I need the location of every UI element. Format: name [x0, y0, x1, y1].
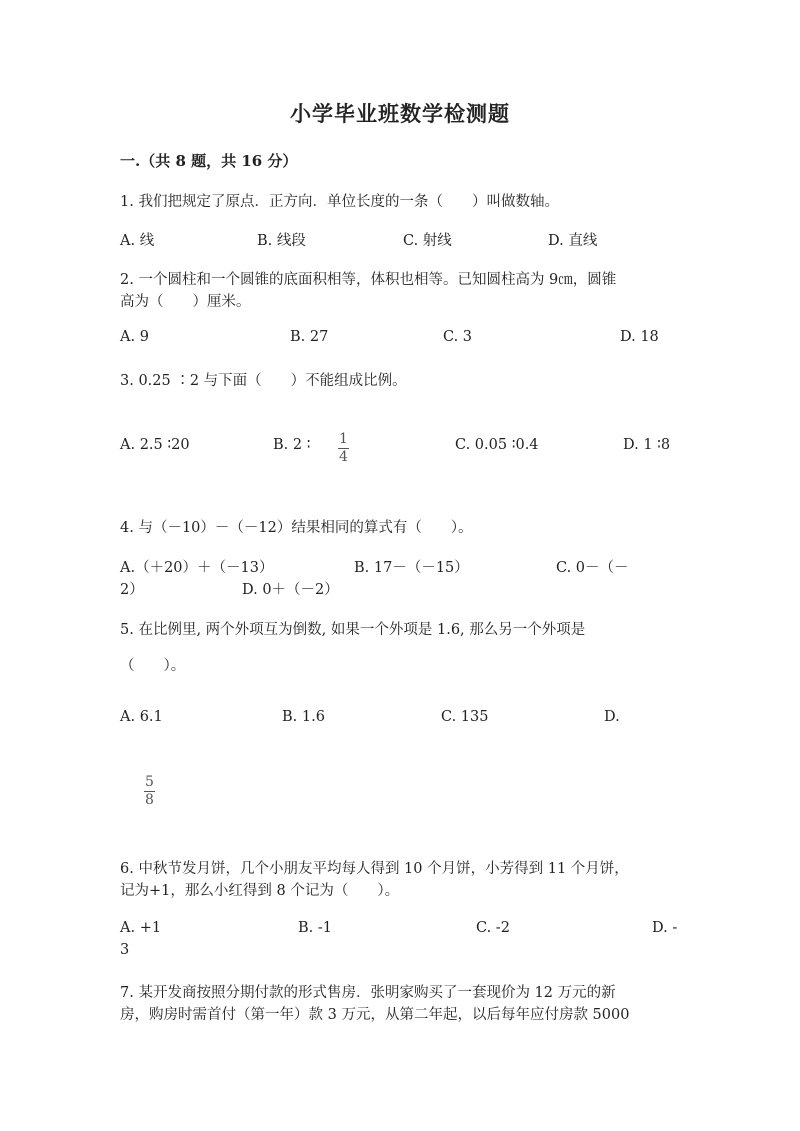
question-4-option-c-continued: 2）	[120, 582, 144, 598]
question-5-stem-line1: 5. 在比例里, 两个外项互为倒数, 如果一个外项是 1.6, 那么另一个外项是	[120, 622, 586, 638]
question-2-option-c[interactable]: C. 3	[443, 329, 473, 345]
question-3-option-a[interactable]: A. 2.5 ∶20	[120, 437, 190, 453]
question-6-stem-line2: 记为+1，那么小红得到 8 个记为（ ）。	[120, 883, 400, 899]
question-3-option-b[interactable]: B. 2 ∶	[273, 437, 311, 453]
question-2-option-d[interactable]: D. 18	[620, 329, 659, 345]
fraction-numerator: 5	[145, 774, 154, 790]
question-1-option-c[interactable]: C. 射线	[403, 233, 452, 249]
fraction-denominator: 4	[339, 449, 348, 465]
question-4-option-b[interactable]: B. 17－（－15）	[354, 560, 469, 576]
question-1-stem: 1. 我们把规定了原点．正方向．单位长度的一条（ ）叫做数轴。	[120, 194, 559, 210]
page-title: 小学毕业班数学检测题	[290, 101, 510, 126]
question-4-stem: 4. 与（－10）－（－12）结果相同的算式有（ ）。	[120, 520, 473, 536]
question-6-option-d[interactable]: D. -	[652, 920, 678, 936]
question-5-option-a[interactable]: A. 6.1	[120, 709, 163, 725]
question-2-option-b[interactable]: B. 27	[290, 329, 329, 345]
question-3-option-d[interactable]: D. 1 ∶8	[623, 437, 671, 453]
question-2-stem-line1: 2. 一个圆柱和一个圆锥的底面积相等，体积也相等。已知圆柱高为 9㎝，圆锥	[120, 272, 617, 288]
question-6-option-b[interactable]: B. -1	[298, 920, 332, 936]
question-6-option-c[interactable]: C. -2	[476, 920, 510, 936]
question-3-stem: 3. 0.25 ∶2 与下面（ ）不能组成比例。	[120, 373, 407, 389]
question-2-stem-line2: 高为（ ）厘米。	[120, 294, 251, 310]
question-1-option-a[interactable]: A. 线	[120, 233, 155, 249]
question-6-stem-line1: 6. 中秋节发月饼，几个小朋友平均每人得到 10 个月饼，小芳得到 11 个月饼，	[120, 861, 629, 877]
question-4-option-a[interactable]: A.（＋20）＋（－13）	[120, 560, 274, 576]
question-3-option-c[interactable]: C. 0.05 ∶0.4	[455, 437, 539, 453]
question-5-option-c[interactable]: C. 135	[441, 709, 489, 725]
question-5-option-d[interactable]: D.	[604, 709, 620, 725]
question-7-stem-line1: 7. 某开发商按照分期付款的形式售房．张明家购买了一套现价为 12 万元的新	[120, 985, 616, 1001]
fraction-numerator: 1	[339, 431, 348, 447]
question-5-stem-line2: （ ）。	[120, 658, 186, 674]
section-heading: 一.（共 8 题，共 16 分）	[120, 152, 298, 170]
question-4-option-d[interactable]: D. 0＋（－2）	[242, 582, 339, 598]
question-6-option-d-continued: 3	[120, 942, 130, 958]
question-1-option-b[interactable]: B. 线段	[257, 233, 306, 249]
question-5-option-d-fraction	[144, 775, 155, 807]
fraction-denominator: 8	[145, 792, 154, 808]
question-3-option-b-fraction	[338, 432, 349, 464]
question-5-option-b[interactable]: B. 1.6	[282, 709, 325, 725]
question-2-option-a[interactable]: A. 9	[120, 329, 149, 345]
question-6-option-a[interactable]: A. +1	[120, 920, 162, 936]
question-4-option-c[interactable]: C. 0－（－	[556, 560, 629, 576]
question-1-option-d[interactable]: D. 直线	[548, 233, 598, 249]
question-7-stem-line2: 房，购房时需首付（第一年）款 3 万元，从第二年起，以后每年应付房款 5000	[120, 1007, 630, 1023]
